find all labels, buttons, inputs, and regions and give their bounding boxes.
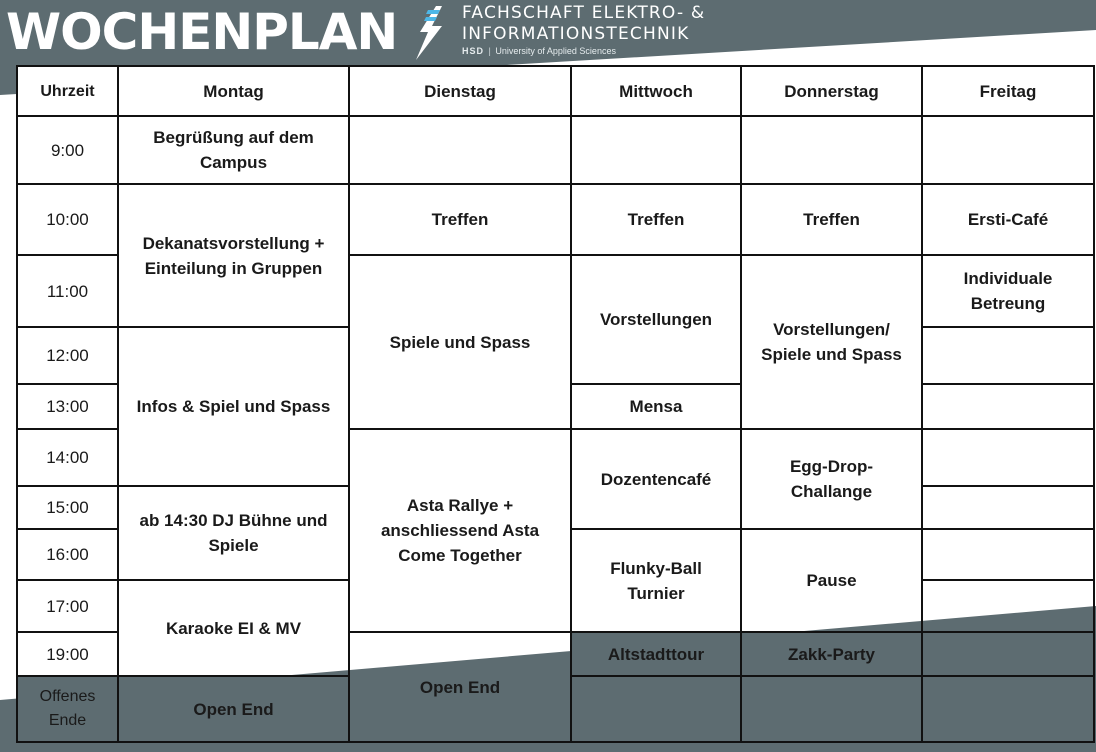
- event-cell: Open End: [119, 677, 350, 743]
- header-cell-uhrzeit: Uhrzeit: [16, 65, 119, 117]
- event-cell: Dekanatsvorstellung + Einteilung in Gruppen: [119, 185, 350, 328]
- event-cell-empty: [742, 677, 923, 743]
- event-cell: Individuale Betreung: [923, 256, 1095, 328]
- event-cell-empty: [923, 385, 1095, 430]
- event-cell: Altstadttour: [572, 633, 742, 677]
- event-cell: Begrüßung auf dem Campus: [119, 117, 350, 185]
- header-cell-freitag: Freitag: [923, 65, 1095, 117]
- event-cell: Mensa: [572, 385, 742, 430]
- header-cell-mittwoch: Mittwoch: [572, 65, 742, 117]
- header-cell-dienstag: Dienstag: [350, 65, 572, 117]
- event-cell-empty: [923, 633, 1095, 677]
- university-tagline: [462, 46, 616, 57]
- event-cell: Vorstellungen/ Spiele und Spass: [742, 256, 923, 430]
- university-abbreviation: HSD: [462, 46, 485, 56]
- time-cell: 9:00: [16, 117, 119, 185]
- event-cell-empty: [923, 677, 1095, 743]
- event-cell: Dozentencafé: [572, 430, 742, 530]
- time-cell: 15:00: [16, 487, 119, 530]
- event-cell-empty: [923, 530, 1095, 581]
- event-cell-empty: [923, 430, 1095, 487]
- event-cell: Vorstellungen: [572, 256, 742, 385]
- event-cell: Ersti-Café: [923, 185, 1095, 256]
- event-cell: Treffen: [350, 185, 572, 256]
- event-cell-empty: [923, 328, 1095, 385]
- header-cell-donnerstag: Donnerstag: [742, 65, 923, 117]
- time-cell: 14:00: [16, 430, 119, 487]
- page-header: [0, 0, 1096, 64]
- event-cell-empty: [742, 117, 923, 185]
- time-cell: 13:00: [16, 385, 119, 430]
- faculty-name-line-2: INFORMATIONSTECHNIK: [462, 24, 690, 44]
- time-cell: 12:00: [16, 328, 119, 385]
- schedule-table: [16, 65, 1095, 742]
- event-cell-empty: [572, 677, 742, 743]
- event-cell: Karaoke EI & MV: [119, 581, 350, 677]
- time-cell: 11:00: [16, 256, 119, 328]
- university-name: University of Applied Sciences: [495, 46, 616, 56]
- event-cell: ab 14:30 DJ Bühne und Spiele: [119, 487, 350, 581]
- header-cell-montag: Montag: [119, 65, 350, 117]
- event-cell-empty: [350, 117, 572, 185]
- event-cell-empty: [923, 581, 1095, 633]
- time-cell-open-end: Offenes Ende: [16, 677, 119, 743]
- event-cell: Spiele und Spass: [350, 256, 572, 430]
- event-cell-empty: [572, 117, 742, 185]
- event-cell-empty: [923, 487, 1095, 530]
- lightning-bolt-icon: [410, 4, 444, 62]
- event-cell: Treffen: [572, 185, 742, 256]
- time-cell: 17:00: [16, 581, 119, 633]
- time-cell: 10:00: [16, 185, 119, 256]
- event-cell: Flunky-Ball Turnier: [572, 530, 742, 633]
- event-cell-empty: [923, 117, 1095, 185]
- event-cell: Infos & Spiel und Spass: [119, 328, 350, 487]
- event-cell: Open End: [350, 633, 572, 743]
- event-cell: Pause: [742, 530, 923, 633]
- event-cell: Egg-Drop-Challange: [742, 430, 923, 530]
- faculty-name-line-1: FACHSCHAFT ELEKTRO- &: [462, 3, 706, 23]
- university-separator: |: [488, 46, 491, 56]
- page-title: WOCHENPLAN: [6, 3, 398, 61]
- time-cell: 16:00: [16, 530, 119, 581]
- event-cell: Asta Rallye + anschliessend Asta Come Together: [350, 430, 572, 633]
- event-cell: Zakk-Party: [742, 633, 923, 677]
- event-cell: Treffen: [742, 185, 923, 256]
- time-cell: 19:00: [16, 633, 119, 677]
